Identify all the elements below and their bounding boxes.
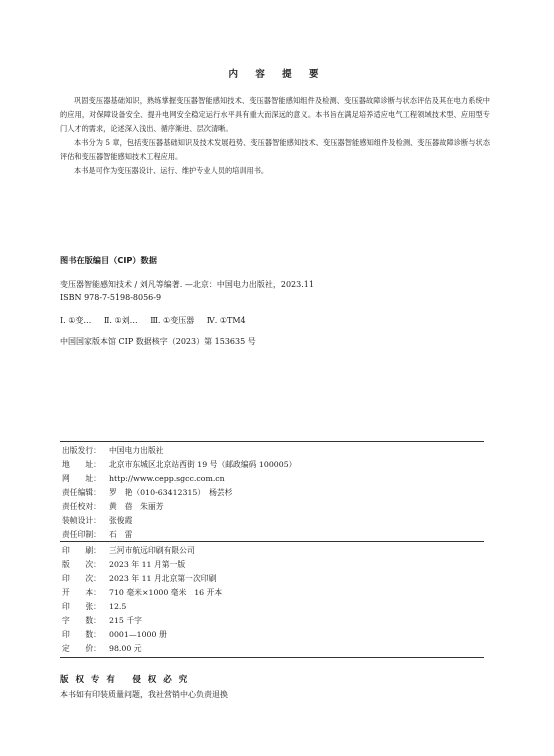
cip-class-item: Ⅲ. ①变压器: [150, 316, 195, 325]
info-value: 中国电力出版社: [109, 446, 164, 455]
info-label: 版 次：: [62, 560, 101, 569]
info-sheets: [62, 601, 126, 612]
info-value: 2023 年 11 月第一版: [109, 560, 186, 569]
info-value: 三河市航远印刷有限公司: [109, 546, 195, 555]
info-price: [62, 643, 142, 654]
info-edition: [62, 559, 185, 570]
abstract-paragraph: 本书是可作为变压器设计、运行、维护专业人员的培训用书。: [74, 166, 269, 175]
info-print-manager: [62, 529, 132, 540]
cip-library-number: 中国国家版本馆 CIP 数据核字（2023）第 153635 号: [60, 337, 256, 346]
info-label: 印 张：: [62, 602, 101, 611]
cip-heading: 图书在版编目（CIP）数据: [60, 255, 157, 265]
info-publisher: [62, 445, 164, 456]
info-value: 12.5: [109, 602, 127, 611]
divider: [60, 441, 484, 442]
info-label: 责任印制：: [62, 530, 101, 539]
info-value: 215 千字: [109, 616, 142, 625]
info-label: 定 价：: [62, 644, 101, 653]
cip-class-item: Ⅳ. ①TM4: [206, 316, 246, 325]
divider: [60, 541, 484, 542]
info-label: 网 址：: [62, 474, 101, 483]
info-value: 张俊霞: [109, 516, 133, 525]
cip-class-item: Ⅱ. ①刘…: [103, 316, 138, 325]
copyright-title: 版 权 专 有 侵 权 必 究: [60, 675, 190, 685]
info-printer: [62, 545, 195, 556]
copyright-note: 本书如有印装质量问题，我社营销中心负责退换: [60, 690, 228, 699]
cip-isbn: ISBN 978-7-5198-8056-9: [60, 293, 162, 302]
abstract-paragraph: 巩固变压器基础知识，熟练掌握变压器智能感知技术、变压器智能感知组件及检测、变压器故障诊断与状态评估及其在电力系统中的应用，对保障设备安全、提升电网安全稳定运行水平具有重大而深远的意义。本书旨在满足培养适应电气工程领域技术型、应用型专门人才的需求，论述深入浅出、循序渐进、层次清晰。: [60, 96, 490, 133]
info-word-count: [62, 615, 142, 626]
info-value: 罗 艳（010-63412315） 杨芸杉: [109, 488, 233, 497]
info-value: 北京市东城区北京站西街 19 号（邮政编码 100005）: [109, 460, 297, 469]
info-value: 710 毫米×1000 毫米 16 开本: [109, 588, 223, 597]
info-designer: [62, 515, 132, 526]
info-value: 黄 蓓 朱丽芳: [109, 502, 164, 511]
cip-classification: [60, 315, 256, 326]
info-label: 责任校对：: [62, 502, 101, 511]
abstract-paragraph: 本书分为 5 章，包括变压器基础知识及技术发展趋势、变压器智能感知技术、变压器智能感知组件及检测、变压器故障诊断与状态评估和变压器智能感知技术工程应用。: [60, 138, 490, 161]
info-website: [62, 473, 225, 484]
info-value: http://www.cepp.sgcc.com.cn: [109, 474, 225, 483]
info-address: [62, 459, 296, 470]
info-printing: [62, 573, 216, 584]
info-proofreader: [62, 501, 164, 512]
info-label: 印 次：: [62, 574, 101, 583]
info-label: 出版发行：: [62, 446, 101, 455]
cip-title-line: 变压器智能感知技术 / 刘凡等编著. —北京：中国电力出版社，2023.11: [60, 280, 314, 289]
info-editor: [62, 487, 232, 498]
info-label: 地 址：: [62, 460, 101, 469]
divider: [60, 657, 484, 658]
info-label: 印 刷：: [62, 546, 101, 555]
info-label: 印 数：: [62, 630, 101, 639]
info-label: 责任编辑：: [62, 488, 101, 497]
info-value: 98.00 元: [109, 644, 142, 653]
abstract-title: 内 容 提 要: [228, 69, 326, 80]
cip-class-item: Ⅰ. ①变…: [60, 316, 92, 325]
info-label: 装帧设计：: [62, 516, 101, 525]
info-label: 开 本：: [62, 588, 101, 597]
info-value: 2023 年 11 月北京第一次印刷: [109, 574, 217, 583]
info-value: 0001—1000 册: [109, 630, 167, 639]
info-format: [62, 587, 222, 598]
abstract-body: [60, 94, 490, 178]
info-label: 字 数：: [62, 616, 101, 625]
info-value: 石 雷: [109, 530, 133, 539]
info-print-run: [62, 629, 167, 640]
